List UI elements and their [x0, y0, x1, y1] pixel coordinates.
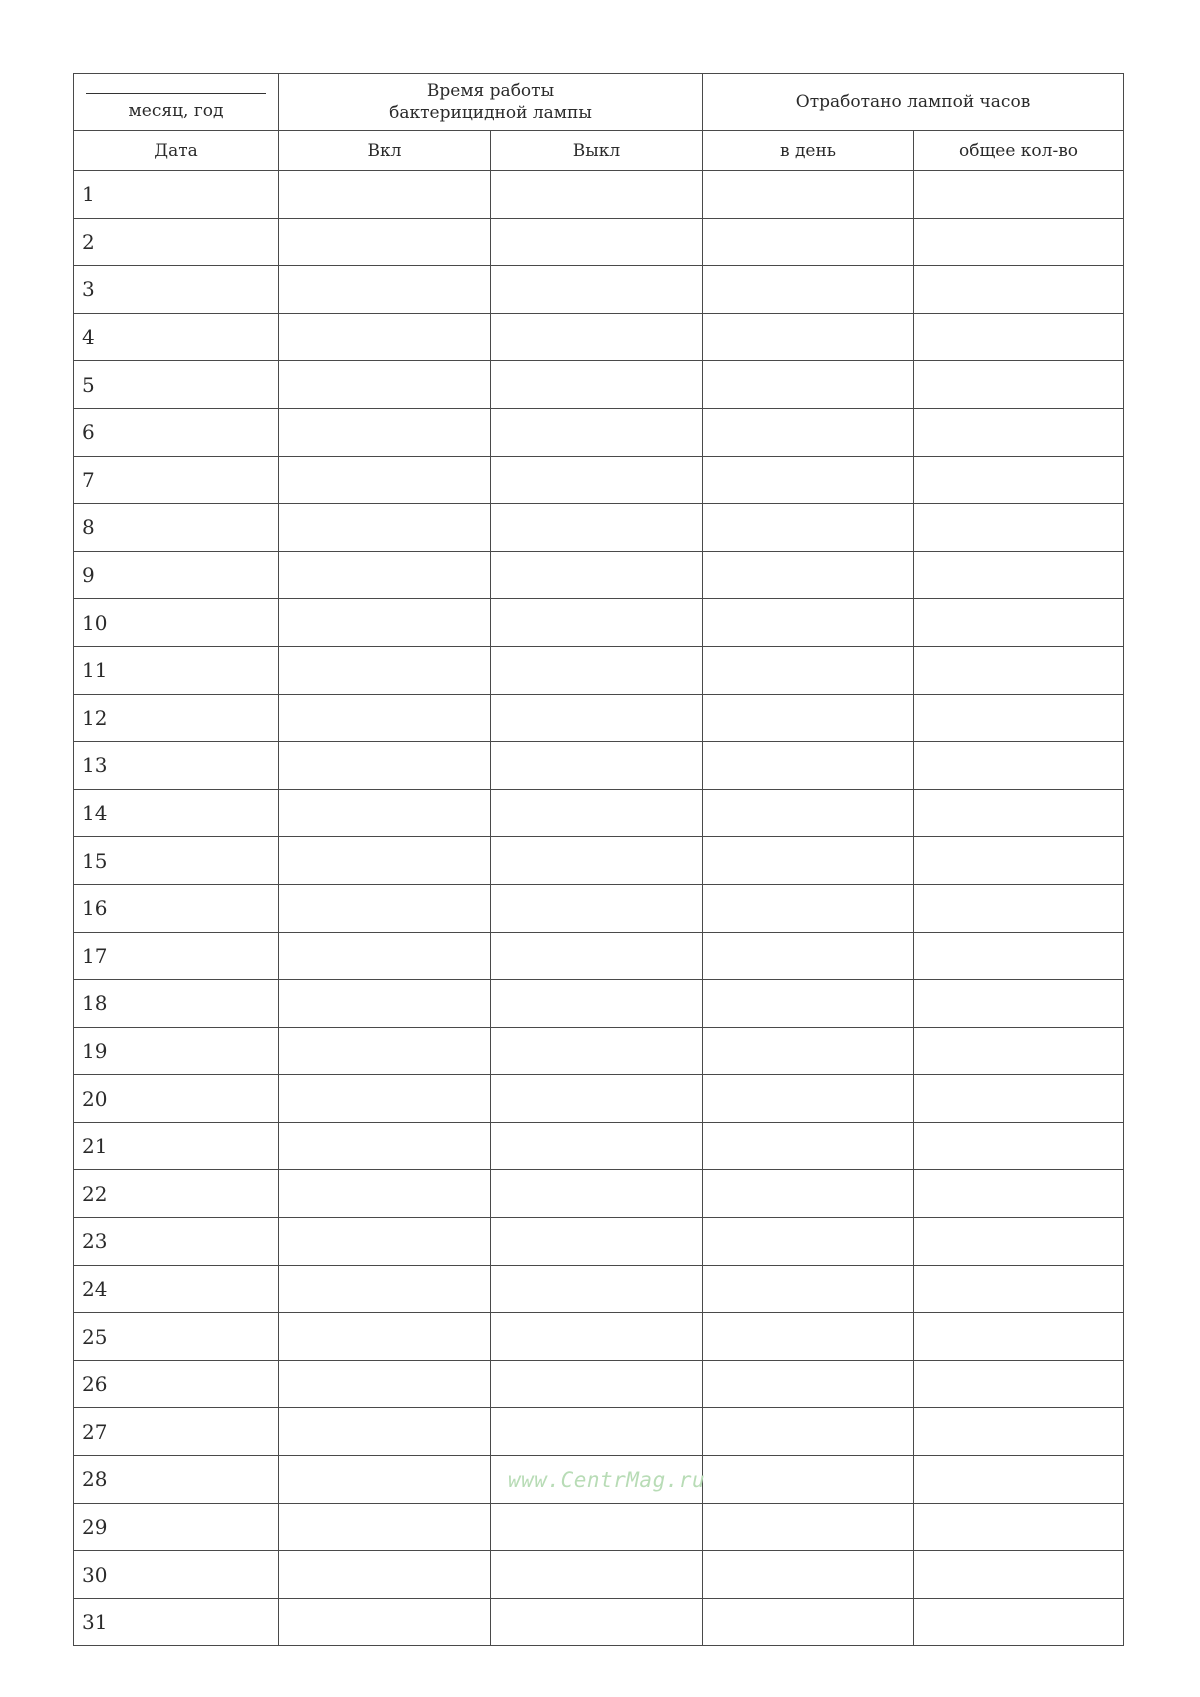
hours-per-day-cell[interactable] — [703, 456, 914, 504]
on-time-cell[interactable] — [279, 1027, 491, 1075]
day-number: 22 — [74, 1170, 279, 1218]
hours-total-cell[interactable] — [914, 742, 1124, 790]
month-year-label: месяц, год — [128, 100, 224, 121]
hours-total-cell[interactable] — [914, 313, 1124, 361]
lamp-time-header-line1: Время работы — [426, 81, 555, 101]
hours-total-cell[interactable] — [914, 1027, 1124, 1075]
on-time-cell[interactable] — [279, 456, 491, 504]
off-time-cell[interactable] — [491, 932, 703, 980]
table-row — [74, 599, 1124, 647]
table-row — [74, 408, 1124, 456]
hours-total-cell[interactable] — [914, 1456, 1124, 1504]
table-row — [74, 266, 1124, 314]
hours-per-day-cell[interactable] — [703, 171, 914, 219]
table-row — [74, 694, 1124, 742]
on-time-cell[interactable] — [279, 408, 491, 456]
on-time-cell[interactable] — [279, 1122, 491, 1170]
hours-per-day-cell[interactable] — [703, 1456, 914, 1504]
day-number: 24 — [74, 1265, 279, 1313]
table-row — [74, 1408, 1124, 1456]
hours-per-day-cell[interactable] — [703, 361, 914, 409]
column-header-off: Выкл — [491, 131, 703, 171]
hours-total-cell[interactable] — [914, 1503, 1124, 1551]
day-number: 28 — [74, 1456, 279, 1504]
on-time-cell[interactable] — [279, 551, 491, 599]
hours-total-cell[interactable] — [914, 1598, 1124, 1646]
day-number: 21 — [74, 1122, 279, 1170]
hours-per-day-cell[interactable] — [703, 1170, 914, 1218]
hours-total-cell[interactable] — [914, 1408, 1124, 1456]
month-year-cell[interactable] — [74, 74, 279, 131]
off-time-cell[interactable] — [491, 408, 703, 456]
hours-total-cell[interactable] — [914, 266, 1124, 314]
day-number: 19 — [74, 1027, 279, 1075]
table-row — [74, 1075, 1124, 1123]
table-row — [74, 789, 1124, 837]
hours-total-cell[interactable] — [914, 504, 1124, 552]
off-time-cell[interactable] — [491, 361, 703, 409]
on-time-cell[interactable] — [279, 1170, 491, 1218]
hours-total-cell[interactable] — [914, 1313, 1124, 1361]
hours-per-day-cell[interactable] — [703, 1218, 914, 1266]
hours-per-day-cell[interactable] — [703, 1360, 914, 1408]
on-time-cell[interactable] — [279, 1313, 491, 1361]
on-time-cell[interactable] — [279, 789, 491, 837]
off-time-cell[interactable] — [491, 1551, 703, 1599]
hours-per-day-cell[interactable] — [703, 1122, 914, 1170]
hours-per-day-cell[interactable] — [703, 742, 914, 790]
on-time-cell[interactable] — [279, 504, 491, 552]
header-row-columns — [74, 131, 1124, 171]
day-number: 29 — [74, 1503, 279, 1551]
hours-per-day-cell[interactable] — [703, 1313, 914, 1361]
table-row — [74, 456, 1124, 504]
hours-total-cell[interactable] — [914, 884, 1124, 932]
table-row — [74, 313, 1124, 361]
hours-per-day-cell[interactable] — [703, 1598, 914, 1646]
off-time-cell[interactable] — [491, 171, 703, 219]
table-row — [74, 1598, 1124, 1646]
on-time-cell[interactable] — [279, 980, 491, 1028]
day-number: 6 — [74, 408, 279, 456]
day-number: 11 — [74, 646, 279, 694]
day-number: 31 — [74, 1598, 279, 1646]
hours-per-day-cell[interactable] — [703, 1027, 914, 1075]
hours-per-day-cell[interactable] — [703, 504, 914, 552]
table-row — [74, 932, 1124, 980]
hours-worked-header: Отработано лампой часов — [703, 74, 1124, 131]
hours-total-cell[interactable] — [914, 1075, 1124, 1123]
table-row — [74, 1027, 1124, 1075]
hours-per-day-cell[interactable] — [703, 266, 914, 314]
hours-total-cell[interactable] — [914, 1170, 1124, 1218]
table-row — [74, 980, 1124, 1028]
day-number: 12 — [74, 694, 279, 742]
off-time-cell[interactable] — [491, 266, 703, 314]
hours-per-day-cell[interactable] — [703, 694, 914, 742]
column-header-per-day: в день — [703, 131, 914, 171]
off-time-cell[interactable] — [491, 1027, 703, 1075]
day-number: 5 — [74, 361, 279, 409]
hours-total-cell[interactable] — [914, 1551, 1124, 1599]
hours-total-cell[interactable] — [914, 218, 1124, 266]
table-row — [74, 1170, 1124, 1218]
off-time-cell[interactable] — [491, 599, 703, 647]
hours-total-cell[interactable] — [914, 551, 1124, 599]
hours-total-cell[interactable] — [914, 694, 1124, 742]
on-time-cell[interactable] — [279, 1075, 491, 1123]
on-time-cell[interactable] — [279, 1503, 491, 1551]
lamp-time-header — [279, 74, 703, 131]
day-number: 17 — [74, 932, 279, 980]
day-number: 9 — [74, 551, 279, 599]
on-time-cell[interactable] — [279, 1598, 491, 1646]
on-time-cell[interactable] — [279, 742, 491, 790]
month-year-blank-line — [86, 93, 266, 94]
hours-per-day-cell[interactable] — [703, 1075, 914, 1123]
hours-per-day-cell[interactable] — [703, 980, 914, 1028]
day-number: 8 — [74, 504, 279, 552]
off-time-cell[interactable] — [491, 646, 703, 694]
off-time-cell[interactable] — [491, 1408, 703, 1456]
off-time-cell[interactable] — [491, 1503, 703, 1551]
on-time-cell[interactable] — [279, 1218, 491, 1266]
day-number: 14 — [74, 789, 279, 837]
on-time-cell[interactable] — [279, 361, 491, 409]
day-number: 15 — [74, 837, 279, 885]
on-time-cell[interactable] — [279, 599, 491, 647]
table-row — [74, 1122, 1124, 1170]
off-time-cell[interactable] — [491, 551, 703, 599]
on-time-cell[interactable] — [279, 313, 491, 361]
on-time-cell[interactable] — [279, 1456, 491, 1504]
table-row — [74, 884, 1124, 932]
hours-per-day-cell[interactable] — [703, 599, 914, 647]
hours-per-day-cell[interactable] — [703, 932, 914, 980]
off-time-cell[interactable] — [491, 218, 703, 266]
day-number: 26 — [74, 1360, 279, 1408]
table-row — [74, 361, 1124, 409]
hours-total-cell[interactable] — [914, 599, 1124, 647]
off-time-cell[interactable] — [491, 1170, 703, 1218]
hours-total-cell[interactable] — [914, 932, 1124, 980]
off-time-cell[interactable] — [491, 884, 703, 932]
table-row — [74, 551, 1124, 599]
table-row — [74, 742, 1124, 790]
table-row — [74, 837, 1124, 885]
day-number: 13 — [74, 742, 279, 790]
hours-per-day-cell[interactable] — [703, 1503, 914, 1551]
on-time-cell[interactable] — [279, 218, 491, 266]
off-time-cell[interactable] — [491, 313, 703, 361]
day-number: 3 — [74, 266, 279, 314]
off-time-cell[interactable] — [491, 1598, 703, 1646]
table-row — [74, 504, 1124, 552]
on-time-cell[interactable] — [279, 266, 491, 314]
hours-total-cell[interactable] — [914, 1265, 1124, 1313]
on-time-cell[interactable] — [279, 1551, 491, 1599]
day-number: 30 — [74, 1551, 279, 1599]
on-time-cell[interactable] — [279, 837, 491, 885]
on-time-cell[interactable] — [279, 1265, 491, 1313]
hours-per-day-cell[interactable] — [703, 789, 914, 837]
off-time-cell[interactable] — [491, 1313, 703, 1361]
hours-total-cell[interactable] — [914, 456, 1124, 504]
on-time-cell[interactable] — [279, 932, 491, 980]
on-time-cell[interactable] — [279, 884, 491, 932]
table-row — [74, 646, 1124, 694]
day-number: 10 — [74, 599, 279, 647]
day-number: 7 — [74, 456, 279, 504]
table-row — [74, 1503, 1124, 1551]
day-number: 25 — [74, 1313, 279, 1361]
hours-per-day-cell[interactable] — [703, 218, 914, 266]
table-row — [74, 1265, 1124, 1313]
table-row — [74, 1313, 1124, 1361]
hours-total-cell[interactable] — [914, 980, 1124, 1028]
hours-total-cell[interactable] — [914, 646, 1124, 694]
hours-per-day-cell[interactable] — [703, 884, 914, 932]
hours-per-day-cell[interactable] — [703, 1265, 914, 1313]
on-time-cell[interactable] — [279, 694, 491, 742]
off-time-cell[interactable] — [491, 980, 703, 1028]
hours-per-day-cell[interactable] — [703, 1408, 914, 1456]
hours-total-cell[interactable] — [914, 408, 1124, 456]
off-time-cell[interactable] — [491, 1075, 703, 1123]
table-row — [74, 1551, 1124, 1599]
day-number: 4 — [74, 313, 279, 361]
hours-total-cell[interactable] — [914, 837, 1124, 885]
table-row — [74, 171, 1124, 219]
hours-total-cell[interactable] — [914, 789, 1124, 837]
hours-total-cell[interactable] — [914, 1218, 1124, 1266]
off-time-cell[interactable] — [491, 1265, 703, 1313]
day-number: 16 — [74, 884, 279, 932]
lamp-time-header-line2: бактерицидной лампы — [389, 103, 592, 123]
table-row — [74, 1360, 1124, 1408]
hours-total-cell[interactable] — [914, 1122, 1124, 1170]
off-time-cell[interactable] — [491, 694, 703, 742]
column-header-on: Вкл — [279, 131, 491, 171]
off-time-cell[interactable] — [491, 1122, 703, 1170]
on-time-cell[interactable] — [279, 646, 491, 694]
day-number: 1 — [74, 171, 279, 219]
hours-per-day-cell[interactable] — [703, 837, 914, 885]
day-number: 18 — [74, 980, 279, 1028]
day-number: 20 — [74, 1075, 279, 1123]
table-row — [74, 218, 1124, 266]
off-time-cell[interactable] — [491, 837, 703, 885]
table-row — [74, 1218, 1124, 1266]
watermark: www.CentrMag.ru — [508, 1468, 706, 1492]
day-number: 2 — [74, 218, 279, 266]
hours-per-day-cell[interactable] — [703, 408, 914, 456]
on-time-cell[interactable] — [279, 1408, 491, 1456]
off-time-cell[interactable] — [491, 789, 703, 837]
hours-total-cell[interactable] — [914, 361, 1124, 409]
hours-per-day-cell[interactable] — [703, 313, 914, 361]
hours-per-day-cell[interactable] — [703, 551, 914, 599]
column-header-total: общее кол-во — [914, 131, 1124, 171]
off-time-cell[interactable] — [491, 1218, 703, 1266]
off-time-cell[interactable] — [491, 1360, 703, 1408]
off-time-cell[interactable] — [491, 742, 703, 790]
off-time-cell[interactable] — [491, 456, 703, 504]
header-row-top — [74, 74, 1124, 131]
column-header-date: Дата — [74, 131, 279, 171]
on-time-cell[interactable] — [279, 1360, 491, 1408]
on-time-cell[interactable] — [279, 171, 491, 219]
off-time-cell[interactable] — [491, 504, 703, 552]
hours-total-cell[interactable] — [914, 1360, 1124, 1408]
day-number: 27 — [74, 1408, 279, 1456]
day-rows — [74, 171, 1124, 1646]
hours-total-cell[interactable] — [914, 171, 1124, 219]
hours-per-day-cell[interactable] — [703, 1551, 914, 1599]
hours-per-day-cell[interactable] — [703, 646, 914, 694]
lamp-log-table — [73, 73, 1124, 1646]
day-number: 23 — [74, 1218, 279, 1266]
